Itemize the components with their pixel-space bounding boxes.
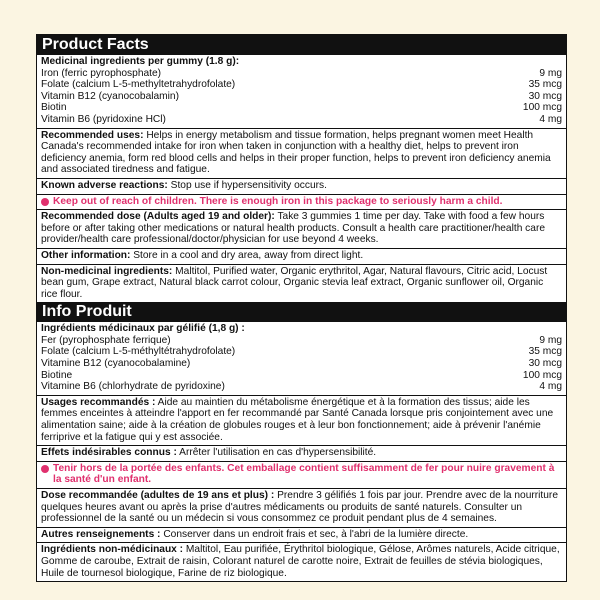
ingredient-row: Vitamine B12 (cyanocobalamine) 30 mcg xyxy=(41,358,562,370)
adverse-reactions-label: Known adverse reactions: xyxy=(41,179,168,191)
autres-renseignements-label: Autres renseignements : xyxy=(41,528,161,540)
usages-recommandes-label: Usages recommandés : xyxy=(41,396,156,408)
ingredients-non-medicinaux-section xyxy=(37,542,566,581)
effets-indesirables-section xyxy=(37,445,566,461)
dose-recommandee-text: Prendre 3 gélifiés 1 fois par jour. Prendre avec de la nourriture quelques heures avant ou après la prise d'autres médicaments ou produits de santé naturels. Consulter un professionnel de la santé ou un médecin si vous consommez ce produit pendant plus de 4 semaines. xyxy=(41,490,558,525)
avertissement-section xyxy=(37,461,566,488)
other-information-section xyxy=(37,248,566,264)
effets-indesirables-text: Arrêter l'utilisation en cas d'hypersensibilité. xyxy=(179,447,377,459)
other-information-text: Store in a cool and dry area, away from direct light. xyxy=(133,249,364,261)
warning-text: Keep out of reach of children. There is enough iron in this package to seriously harm a child. xyxy=(53,195,503,207)
usages-recommandes-section xyxy=(37,395,566,445)
ingredient-row: Folate (calcium L-5-méthyltétrahydrofolate) 35 mcg xyxy=(41,346,562,358)
non-medicinal-ingredients-text: Maltitol, Purified water, Organic erythritol, Agar, Natural flavours, Citric acid, Locust bean gum, Grape extract, Natural black carrot colour, Organic stevia leaf extract, Organic sunflower oil, Organic rice flour. xyxy=(41,265,548,300)
recommended-dose-text: Take 3 gummies 1 time per day. Take with food a few hours before or after taking other medications or natural health products. Consult a health care practitioner/health care provider/health care professional/doctor/physician for use beyond 4 weeks. xyxy=(41,211,546,246)
warning-dot-icon xyxy=(41,198,49,206)
ingredients-non-medicinaux-text: Maltitol, Eau purifiée, Érythritol biologique, Gélose, Arômes naturels, Acide citrique, Gomme de caroube, Extrait de raisin, Colorant naturel de carotte noire, Extrait de feuilles de stévia biologiques, Huile de tournesol biologique, Farine de riz biologique. xyxy=(41,544,560,579)
effets-indesirables-label: Effets indésirables connus : xyxy=(41,447,177,459)
autres-renseignements-section xyxy=(37,527,566,543)
warning-dot-icon xyxy=(41,465,49,473)
recommended-uses-section xyxy=(37,128,566,178)
recommended-uses-text: Helps in energy metabolism and tissue formation, helps pregnant women meet Health Canada's recommended intake for iron when taken in conjunction with a healthy diet, helps to prevent iron deficiency anemia, form red blood cells and helps in their proper function, helps to prevent iron deficiency anemia and associated tiredness and fatigue. xyxy=(41,129,551,176)
ingredient-row: Vitamin B6 (pyridoxine HCl) 4 mg xyxy=(41,113,562,125)
dose-recommandee-label: Dose recommandée (adultes de 19 ans et plus) : xyxy=(41,490,275,501)
dose-recommandee-section xyxy=(37,488,566,527)
non-medicinal-ingredients-label: Non-medicinal ingredients: xyxy=(41,265,173,277)
ingredients-medicinaux-section xyxy=(37,322,566,395)
medicinal-ingredients-section xyxy=(37,55,566,128)
medicinal-ingredients-title: Medicinal ingredients per gummy (1.8 g): xyxy=(41,56,240,67)
recommended-uses-label: Recommended uses: xyxy=(41,129,144,141)
ingredient-row: Vitamine B6 (chlorhydrate de pyridoxine) 4 mg xyxy=(41,381,562,393)
product-facts-panel xyxy=(36,34,567,582)
non-medicinal-ingredients-section xyxy=(37,264,566,303)
other-information-label: Other information: xyxy=(41,249,131,261)
warning-section xyxy=(37,194,566,210)
autres-renseignements-text: Conserver dans un endroit frais et sec, à l'abri de la lumière directe. xyxy=(163,528,469,540)
ingredient-row: Fer (pyrophosphate ferrique) 9 mg xyxy=(41,334,562,346)
ingredient-row: Biotin 100 mcg xyxy=(41,102,562,114)
ingredients-non-medicinaux-label: Ingrédients non-médicinaux : xyxy=(41,544,184,556)
ingredient-row: Iron (ferric pyrophosphate) 9 mg xyxy=(41,67,562,79)
adverse-reactions-text: Stop use if hypersensitivity occurs. xyxy=(170,179,327,191)
ingredient-row: Biotine 100 mcg xyxy=(41,369,562,381)
recommended-dose-label: Recommended dose (Adults aged 19 and older): xyxy=(41,211,275,223)
adverse-reactions-section xyxy=(37,178,566,194)
product-facts-header: Product Facts xyxy=(37,35,566,55)
ingredients-medicinaux-title: Ingrédients médicinaux par gélifié (1,8 g) : xyxy=(41,323,245,335)
avertissement-text: Tenir hors de la portée des enfants. Cet emballage contient suffisamment de fer pour nuire gravement à la santé d'un enfant. xyxy=(53,462,555,486)
usages-recommandes-text: Aide au maintien du métabolisme énergétique et à la formation des tissus; aide les femmes enceintes à atteindre l'apport en fer recommandé par Santé Canada lorsque pris conjointement avec une alimentation saine; aide à la création de globules rouges et à leur bon fonctionnement; aide à prévenir l'anémie ferriprive et la fatigue qui y est associée. xyxy=(41,396,554,443)
ingredient-row: Vitamin B12 (cyanocobalamin) 30 mcg xyxy=(41,90,562,102)
info-produit-header: Info Produit xyxy=(37,302,566,322)
ingredient-row: Folate (calcium L-5-methyltetrahydrofolate) 35 mcg xyxy=(41,79,562,91)
recommended-dose-section xyxy=(37,209,566,248)
